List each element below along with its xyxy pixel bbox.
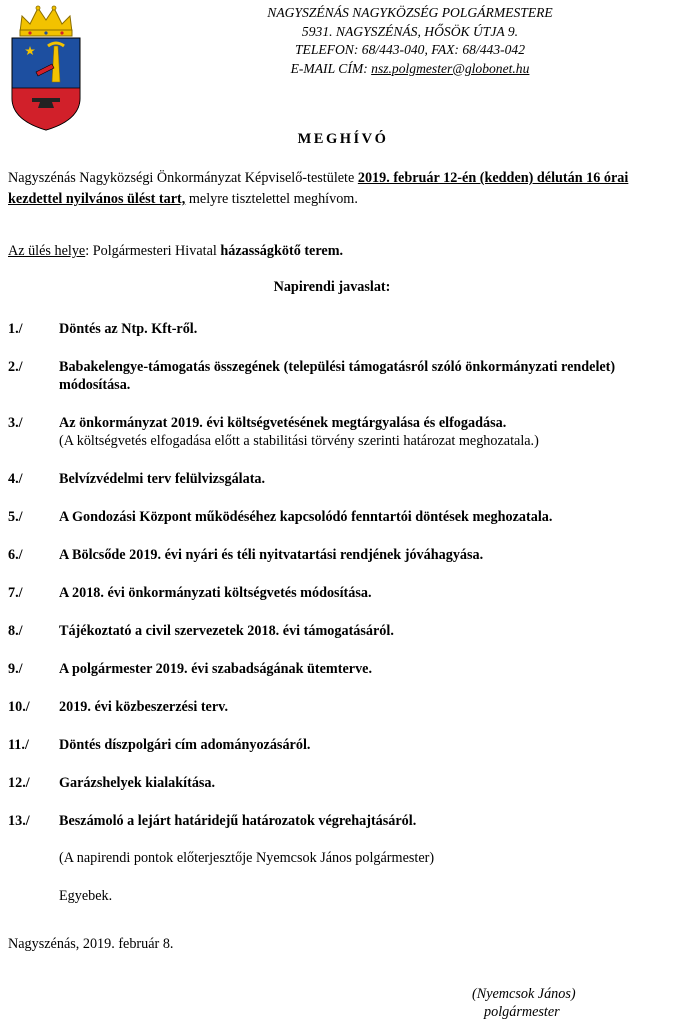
agenda-item-text: Garázshelyek kialakítása. <box>59 775 216 791</box>
agenda-item-text: A Bölcsőde 2019. évi nyári és téli nyitvatartási rendjének jóváhagyása. <box>59 547 484 563</box>
agenda-item-number: 9./ <box>8 661 23 677</box>
agenda-item <box>8 508 672 526</box>
agenda-item-text: Belvízvédelmi terv felülvizsgálata. <box>59 471 266 487</box>
intro-meeting-date: 2019. február 12-én (kedden) délután 16 órai kezdettel nyilvános ülést tart, <box>8 170 629 207</box>
dateline: Nagyszénás, 2019. február 8. <box>8 936 174 952</box>
intro-paragraph <box>8 168 672 210</box>
signature-name: (Nyemcsok János) <box>472 986 576 1002</box>
other-item: Egyebek. <box>59 888 113 904</box>
crown-shape <box>20 6 72 36</box>
intro-text-end: melyre tisztelettel meghívom. <box>185 191 358 207</box>
letterhead-line-3: TELEFON: 68/443-040, FAX: 68/443-042 <box>294 42 526 58</box>
agenda-item-note: (A költségvetés elfogadása előtt a stabilitási törvény szerinti határozat meghozatala.) <box>59 433 539 449</box>
agenda-item-number: 12./ <box>8 775 30 791</box>
letterhead-line-2: 5931. NAGYSZÉNÁS, HŐSÖK ÚTJA 9. <box>301 23 519 39</box>
agenda-item-text: Döntés díszpolgári cím adományozásáról. <box>59 737 311 753</box>
agenda-heading: Napirendi javaslat: <box>273 279 391 295</box>
agenda-item-text: Babakelengye-támogatás összegének (települési támogatásról szóló önkormányzati rendelet) módosítása. <box>59 359 616 393</box>
document-title: MEGHÍVÓ <box>297 131 389 147</box>
agenda-item <box>8 470 672 488</box>
agenda-item <box>8 320 672 338</box>
place-text: : Polgármesteri Hivatal <box>85 243 221 259</box>
signature-title: polgármester <box>484 1004 560 1020</box>
coat-of-arms-icon <box>8 2 84 132</box>
agenda-item <box>8 698 672 716</box>
email-link[interactable]: nsz.polgmester@globonet.hu <box>371 60 530 76</box>
agenda-item-number: 5./ <box>8 509 23 525</box>
agenda-list <box>8 320 672 830</box>
agenda-item-number: 11./ <box>8 737 29 753</box>
agenda-item-number: 8./ <box>8 623 23 639</box>
agenda-item-number: 2./ <box>8 359 23 375</box>
proposer-note: (A napirendi pontok előterjesztője Nyemcsok János polgármester) <box>59 850 435 866</box>
agenda-item-text: Beszámoló a lejárt határidejű határozatok végrehajtásáról. <box>59 813 417 829</box>
agenda-item-text: Tájékoztató a civil szervezetek 2018. évi támogatásáról. <box>59 623 394 639</box>
meeting-place <box>8 241 672 262</box>
agenda-item-number: 6./ <box>8 547 23 563</box>
agenda-item <box>8 622 672 640</box>
agenda-item <box>8 584 672 602</box>
agenda-item <box>8 812 672 830</box>
email-label: E-MAIL CÍM: <box>290 60 372 76</box>
letterhead-line-1: NAGYSZÉNÁS NAGYKÖZSÉG POLGÁRMESTERE <box>267 5 553 20</box>
place-label: Az ülés helye <box>8 243 86 259</box>
agenda-item-text: A polgármester 2019. évi szabadságának ütemterve. <box>59 661 373 677</box>
agenda-item-number: 3./ <box>8 415 23 431</box>
agenda-item <box>8 736 672 754</box>
agenda-item-number: 4./ <box>8 471 23 487</box>
letterhead-email-line <box>200 60 620 79</box>
agenda-item <box>8 546 672 564</box>
agenda-item-number: 13./ <box>8 813 30 829</box>
agenda-item <box>8 660 672 678</box>
agenda-item <box>8 414 672 450</box>
agenda-item-number: 1./ <box>8 321 23 337</box>
agenda-item <box>8 358 672 394</box>
place-room: házasságkötő terem. <box>220 243 344 259</box>
agenda-item-text: Az önkormányzat 2019. évi költségvetésének megtárgyalása és elfogadása. <box>59 415 507 431</box>
agenda-item-text: A Gondozási Központ működéséhez kapcsolódó fenntartói döntések meghozatala. <box>59 509 553 525</box>
letterhead <box>200 4 620 78</box>
agenda-item <box>8 774 672 792</box>
shield-shape <box>12 38 80 130</box>
agenda-item-text: Döntés az Ntp. Kft-ről. <box>59 321 198 337</box>
agenda-item-text: 2019. évi közbeszerzési terv. <box>59 699 229 715</box>
intro-text: Nagyszénás Nagyközségi Önkormányzat Képviselő-testülete <box>8 170 358 186</box>
agenda-item-number: 10./ <box>8 699 30 715</box>
agenda-item-number: 7./ <box>8 585 23 601</box>
agenda-item-text: A 2018. évi önkormányzati költségvetés módosítása. <box>59 585 372 601</box>
